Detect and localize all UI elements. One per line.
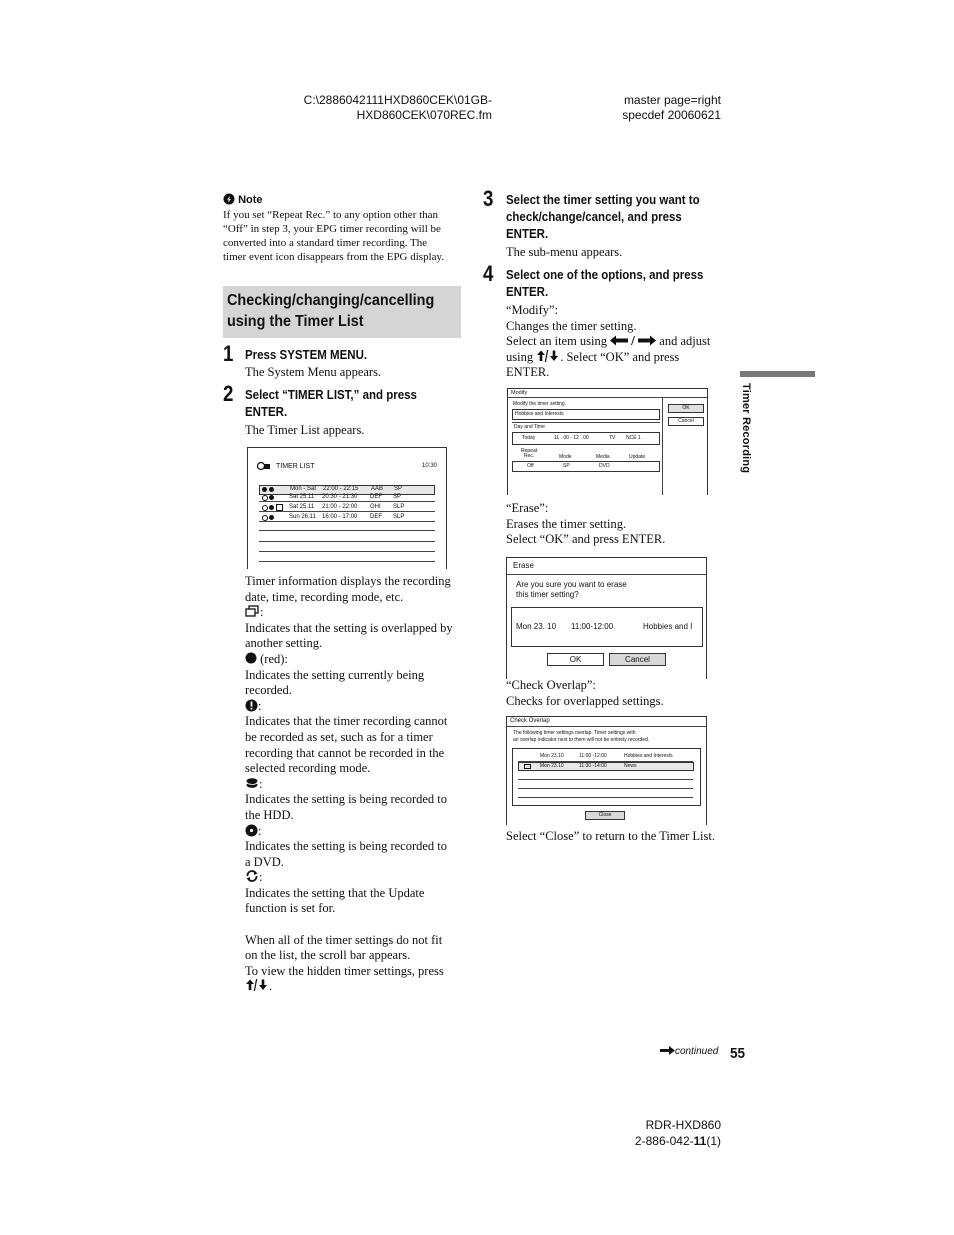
close-button[interactable]: Close bbox=[585, 811, 625, 820]
settings-row-field[interactable]: Off SP DVD bbox=[512, 461, 660, 472]
file-path: C:\2886042111HXD860CEK\01GB- HXD860CEK\070REC.fm bbox=[303, 93, 492, 122]
update-icon bbox=[245, 870, 259, 882]
left-right-arrows-icon bbox=[610, 335, 656, 346]
check-overlap-title: Check Overlap bbox=[510, 718, 550, 724]
step-3-number: 3 bbox=[483, 186, 494, 211]
timer-info-explanations: Timer information displays the recording date, time, recording mode, etc. : Indicates that the setting is overlapped by another setting. (red): Indicates the setting currently being recorded. : Indicates that the timer recording cannot be recorded as set, such as for a timer recording that cannot be recorded in the selected recording mode. : Indicates the setting is being recorded to the HDD. : Indicates the setting is being recorded to a DVD. : Indicates the setting that the Update function is set for. When all of the timer settings do not fit on the list, the scroll bar appears. To view the hidden timer settings, press . bbox=[245, 574, 453, 994]
timer-list-title: TIMER LIST bbox=[276, 463, 315, 470]
up-down-arrows-icon bbox=[536, 350, 560, 362]
step-2-desc: The Timer List appears. bbox=[245, 423, 365, 437]
overlap-icon bbox=[245, 605, 260, 617]
section-heading-box bbox=[223, 286, 461, 338]
status-circle-icon bbox=[262, 495, 268, 501]
side-tab-marker bbox=[740, 371, 815, 377]
dvd-icon bbox=[269, 515, 274, 520]
step-2-number: 2 bbox=[223, 381, 234, 406]
step-3-title: Select the timer setting you want to check/change/cancel, and press ENTER. bbox=[506, 193, 700, 241]
modify-screen-title: Modify bbox=[511, 390, 528, 396]
timer-row[interactable]: Sun 26.11 16:00 - 17:00 DEF SLP bbox=[260, 514, 434, 522]
timer-list-screen bbox=[247, 447, 447, 569]
program-title-field[interactable]: Hobbies and Interests bbox=[512, 409, 660, 420]
overlap-icon bbox=[524, 764, 531, 769]
up-down-arrows-icon bbox=[245, 979, 269, 991]
step-1-desc: The System Menu appears. bbox=[245, 365, 382, 379]
note-icon bbox=[223, 193, 235, 205]
status-circle-icon bbox=[262, 515, 268, 521]
step-4-title: Select one of the options, and press ENTER. bbox=[506, 268, 704, 299]
continued-arrow-icon bbox=[660, 1046, 675, 1055]
recording-red-dot-icon bbox=[245, 652, 257, 664]
timer-row[interactable]: Sat 25.11 20:30 - 21:30 DEF SP bbox=[260, 494, 434, 502]
note-text: If you set “Repeat Rec.” to any option other than “Off” in step 3, your EPG timer recording will be converted into a standard timer recording. The timer event icon disappears from the EPG display. bbox=[223, 209, 445, 263]
modify-description: “Modify”: Changes the timer setting. Select an item using and adjust using . Select “OK” and press ENTER. bbox=[506, 303, 711, 380]
check-overlap-screen: Check Overlap The following timer settings overlap. Timer settings with an overlap indicator next to them will not be entirely recorded. Mon 23.10 11:00 -12:00 Hobbies and Interests Mon 23.10 11:30 -14:00 News Close bbox=[506, 716, 707, 825]
step-2-title: Select “TIMER LIST,” and press ENTER. bbox=[245, 388, 417, 419]
day-time-field[interactable]: Today 11 . 00 - 12 . 00 TV NCE 1 bbox=[512, 432, 660, 445]
timer-list-icon bbox=[257, 461, 271, 471]
repeat-rec-label: Repeat Rec. bbox=[521, 448, 538, 459]
erase-cancel-button[interactable]: Cancel bbox=[609, 653, 666, 666]
timer-row[interactable]: Sat 25.11 21:00 - 22:00 GHI SLP bbox=[260, 504, 434, 512]
overlap-icon bbox=[276, 504, 283, 511]
check-overlap-description: “Check Overlap”: Checks for overlapped settings. bbox=[506, 678, 664, 708]
erase-info-box: Mon 23. 10 11:00-12:00 Hobbies and I bbox=[511, 607, 703, 647]
page-number: 55 bbox=[730, 1045, 746, 1062]
status-circle-icon bbox=[262, 505, 268, 511]
step-1-title: Press SYSTEM MENU. bbox=[245, 348, 368, 362]
model-number: RDR-HXD860 bbox=[645, 1118, 721, 1132]
dvd-icon bbox=[269, 505, 274, 510]
modify-cancel-button[interactable]: Cancel bbox=[668, 417, 704, 426]
hdd-icon bbox=[269, 495, 274, 500]
modify-ok-button[interactable]: OK bbox=[668, 404, 704, 413]
master-page-info: master page=right specdef 20060621 bbox=[622, 93, 721, 122]
section-title: Checking/changing/cancelling using the Timer List bbox=[227, 292, 435, 330]
timer-list-clock: 10:30 bbox=[422, 463, 438, 469]
erase-screen-title: Erase bbox=[513, 561, 534, 570]
overlap-row[interactable]: Mon 23.10 11:00 -12:00 Hobbies and Interests bbox=[540, 753, 673, 759]
step-4-number: 4 bbox=[483, 261, 494, 286]
overlap-row[interactable]: Mon 23.10 11:30 -14:00 News bbox=[518, 762, 694, 771]
erase-ok-button[interactable]: OK bbox=[547, 653, 604, 666]
hdd-icon bbox=[245, 777, 259, 789]
step-3-desc: The sub-menu appears. bbox=[506, 245, 623, 259]
step-1-number: 1 bbox=[223, 341, 234, 366]
overlap-list-box bbox=[512, 748, 701, 806]
note-block bbox=[223, 193, 463, 264]
erase-screen: Erase Are you sure you want to erase this timer setting? Mon 23. 10 11:00-12:00 Hobbies and I OK Cancel bbox=[506, 557, 707, 679]
note-label: Note bbox=[238, 194, 263, 206]
hdd-icon bbox=[269, 487, 274, 492]
continued-marker: continued bbox=[660, 1046, 718, 1057]
close-instruction: Select “Close” to return to the Timer List. bbox=[506, 829, 715, 843]
modify-screen: Modify Modify the timer setting. Hobbies and Interests Day and Time Today 11 . 00 - 12 . 00 TV NCE 1 Repeat Rec. Mode Media Update Off SP DVD OK Cancel bbox=[507, 388, 708, 495]
erase-description: “Erase”: Erases the timer setting. Select “OK” and press ENTER. bbox=[506, 501, 666, 547]
dvd-icon bbox=[245, 824, 258, 837]
recording-red-dot-icon bbox=[262, 487, 267, 492]
part-code: 2-886-042-11(1) bbox=[634, 1134, 721, 1148]
warning-icon bbox=[245, 699, 258, 712]
timer-row[interactable]: Mon - Sat 22:00 - 22:15 AAB SP bbox=[259, 485, 435, 495]
side-tab-label: Timer Recording bbox=[740, 383, 752, 474]
